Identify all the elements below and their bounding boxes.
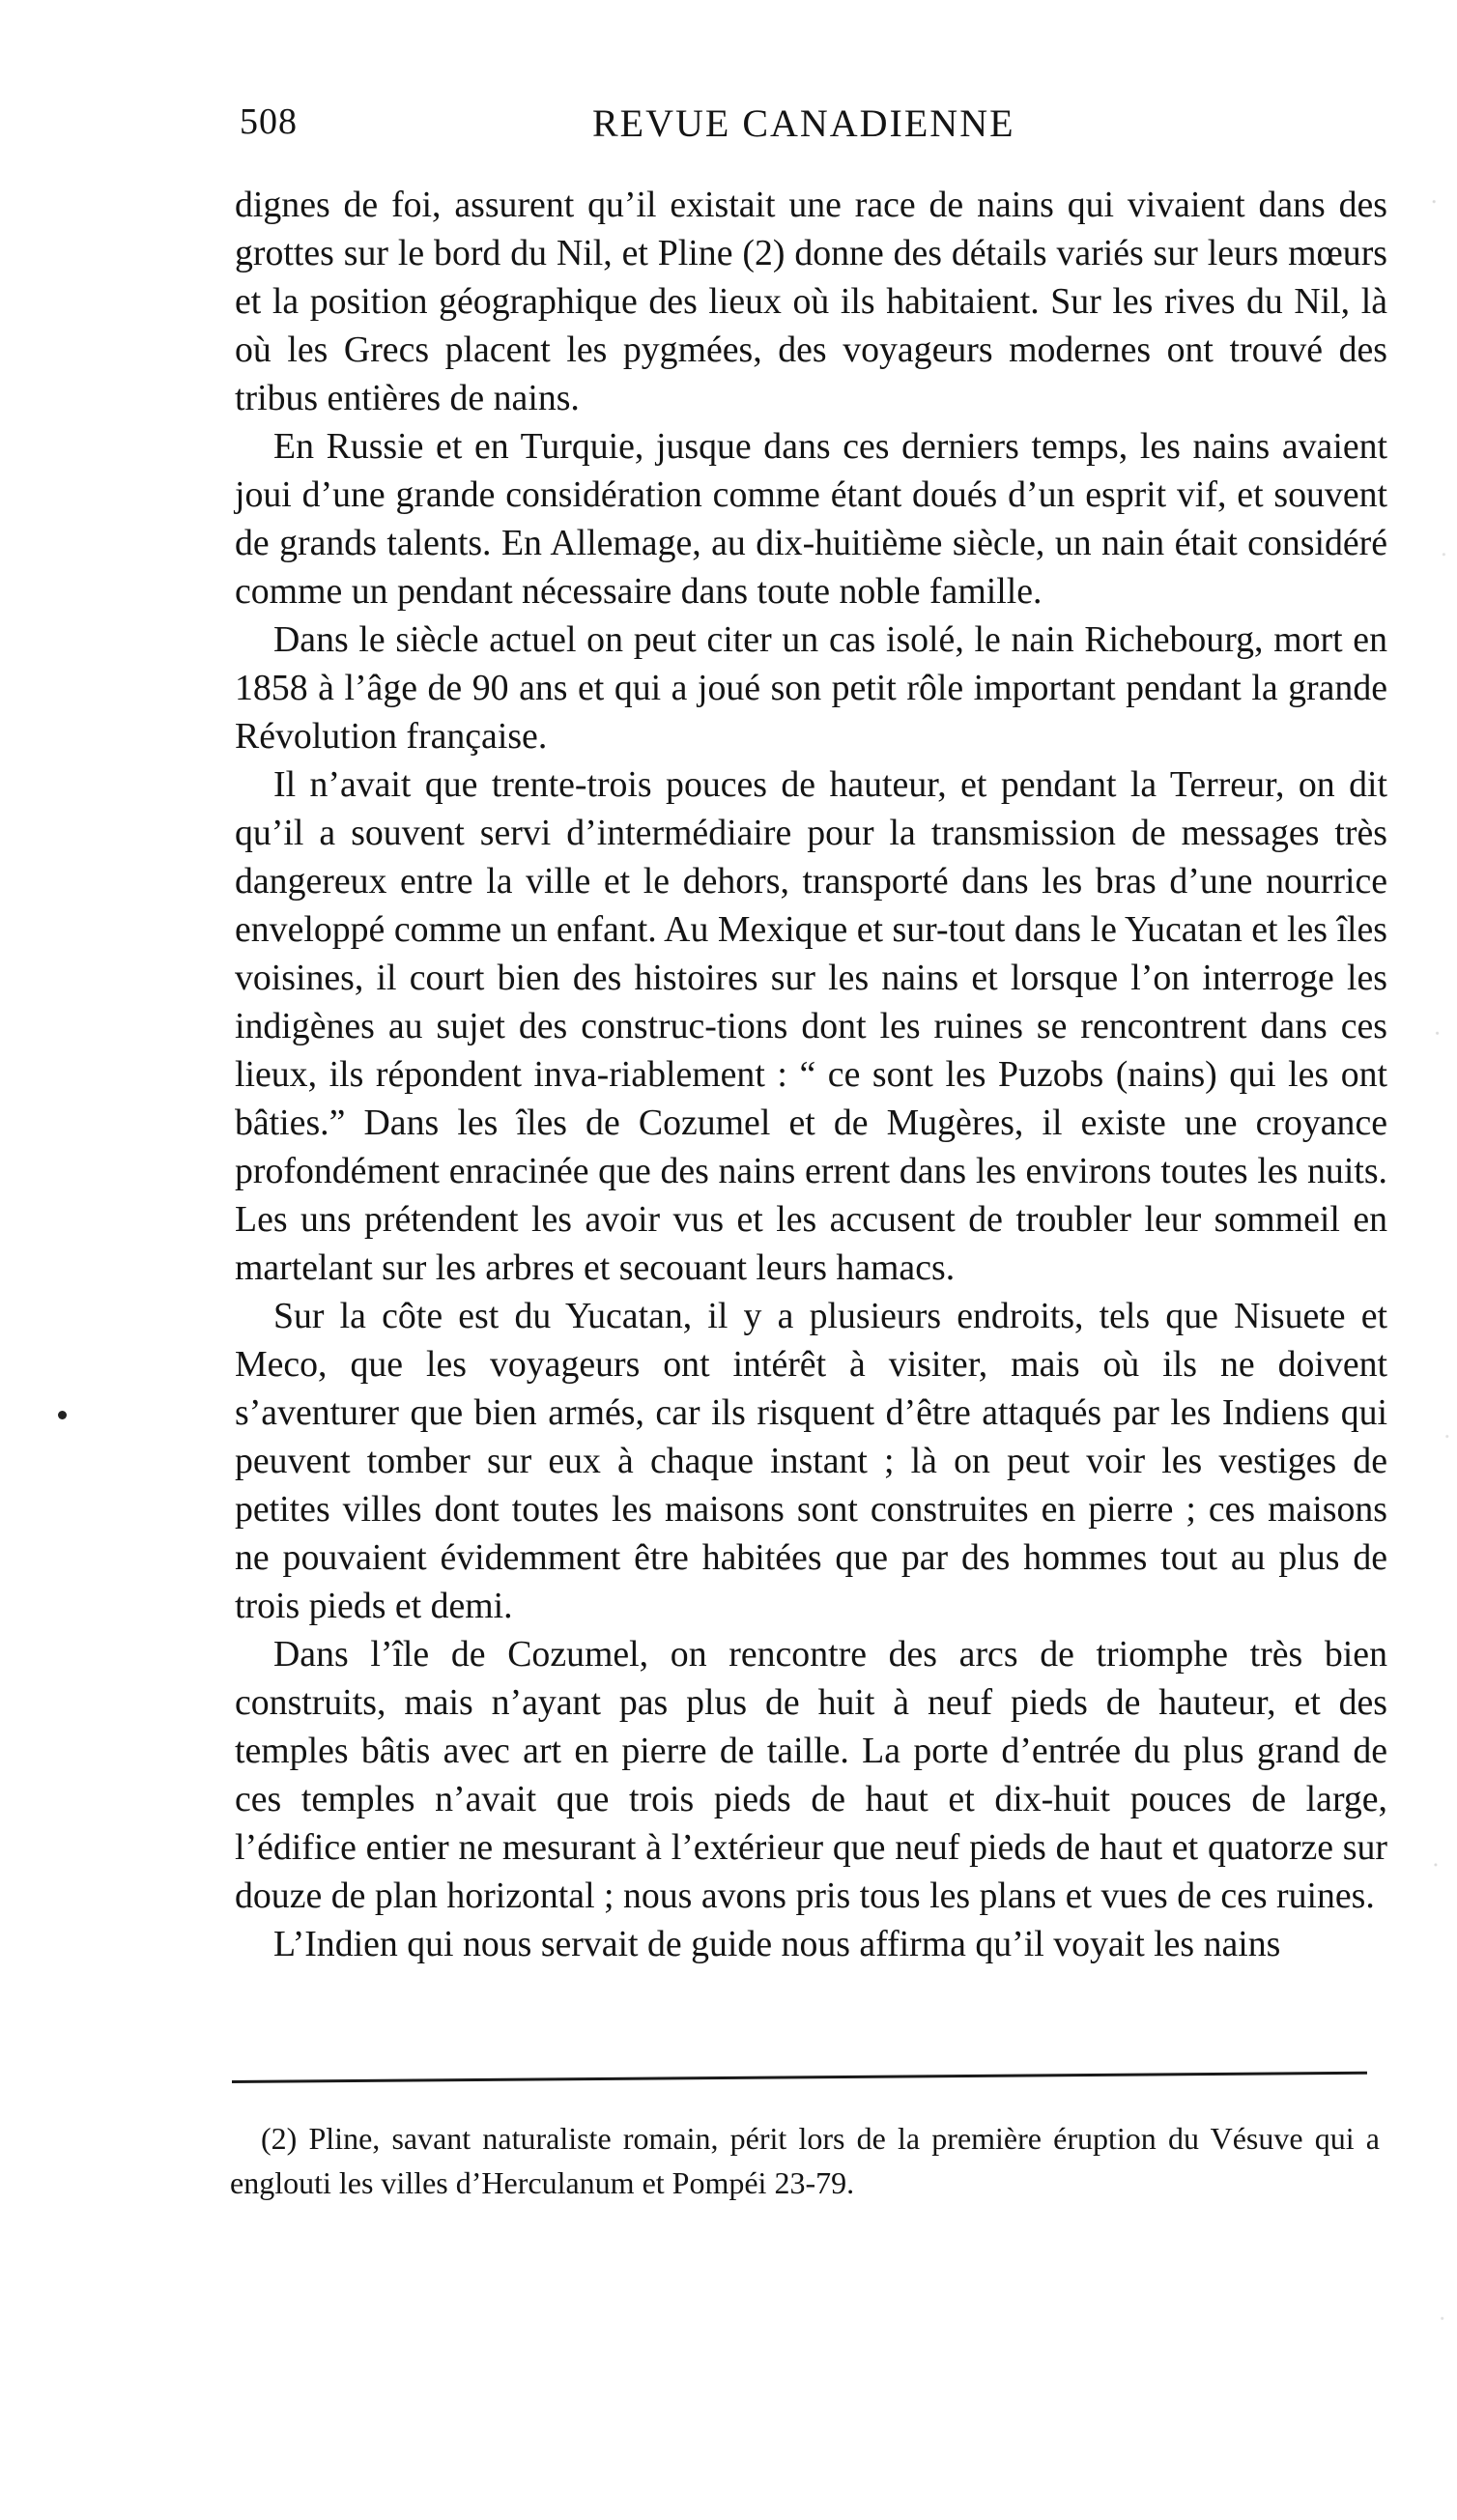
footnote [230, 2116, 1380, 2205]
paragraph-7: L’Indien qui nous servait de guide nous affirma qu’il voyait les nains [273, 1924, 1281, 1964]
body-text [235, 181, 1387, 1968]
paragraph-5: Sur la côte est du Yucatan, il y a plusieurs endroits, tels que Nisuete et Meco, que les voyageurs ont intérêt à visiter, mais où ils ne doivent s’aventurer que bien armés, car ils risquent d’être attaqués par les Indiens qui peuvent tomber sur eux à chaque instant ; là on peut voir les vestiges de petites villes dont toutes les maisons sont construites en pierre ; ces maisons ne pouvaient évidemment être habitées que par des hommes tout au plus de trois pieds et demi. [235, 1296, 1387, 1626]
paragraph-2: En Russie et en Turquie, jusque dans ces derniers temps, les nains avaient joui d’une grande considération comme étant doués d’un esprit vif, et souvent de grands talents. En Allemage, au dix-huitième siècle, un nain était considéré comme un pendant nécessaire dans toute noble famille. [235, 426, 1387, 612]
paragraph-3: Dans le siècle actuel on peut citer un cas isolé, le nain Richebourg, mort en 1858 à l’âge de 90 ans et qui a joué son petit rôle important pendant la grande Révolution française. [235, 619, 1387, 757]
ink-speck [58, 1411, 67, 1419]
footnote-separator-rule [232, 2072, 1367, 2083]
paragraph-4: Il n’avait que trente-trois pouces de hauteur, et pendant la Terreur, on dit qu’il a souvent servi d’intermédiaire pour la transmission de messages très dangereux entre la ville et le dehors, transporté dans les bras d’une nourrice enveloppé comme un enfant. Au Mexique et sur-tout dans le Yucatan et les îles voisines, il court bien des histoires sur les nains et lorsque l’on interroge les indigènes au sujet des construc-tions dont les ruines se rencontrent dans ces lieux, ils répondent inva-riablement : “ ce sont les Puzobs (nains) qui les ont bâties.” Dans les îles de Cozumel et de Mugères, il existe une croyance profondément enracinée que des nains errent dans les environs toutes les nuits. Les uns prétendent les avoir vus et les accusent de troubler leur sommeil en martelant sur les arbres et secouant leurs hamacs. [235, 764, 1387, 1288]
running-title: REVUE CANADIENNE [592, 101, 1015, 145]
page-number: 508 [240, 101, 298, 142]
paragraph-1: dignes de foi, assurent qu’il existait une race de nains qui vivaient dans des grottes sur le bord du Nil, et Pline (2) donne des détails variés sur leurs mœurs et la position géographique des lieux où ils habitaient. Sur les rives du Nil, là où les Grecs placent les pygmées, des voyageurs modernes ont trouvé des tribus entières de nains. [235, 185, 1387, 418]
page-header [240, 100, 1042, 158]
page-edge-noise [1424, 0, 1457, 2520]
paragraph-6: Dans l’île de Cozumel, on rencontre des arcs de triomphe très bien construits, mais n’ayant pas plus de huit à neuf pieds de hauteur, et des temples bâtis avec art en pierre de taille. La porte d’entrée du plus grand de ces temples n’avait que trois pieds de haut et dix-huit pouces de large, l’édifice entier ne mesurant à l’extérieur que neuf pieds de haut et quatorze sur douze de plan horizontal ; nous avons pris tous les plans et vues de ces ruines. [235, 1634, 1387, 1916]
footnote-text: (2) Pline, savant naturaliste romain, périt lors de la première éruption du Vésuve qui a englouti les villes d’Herculanum et Pompéi 23-79. [230, 2121, 1380, 2200]
